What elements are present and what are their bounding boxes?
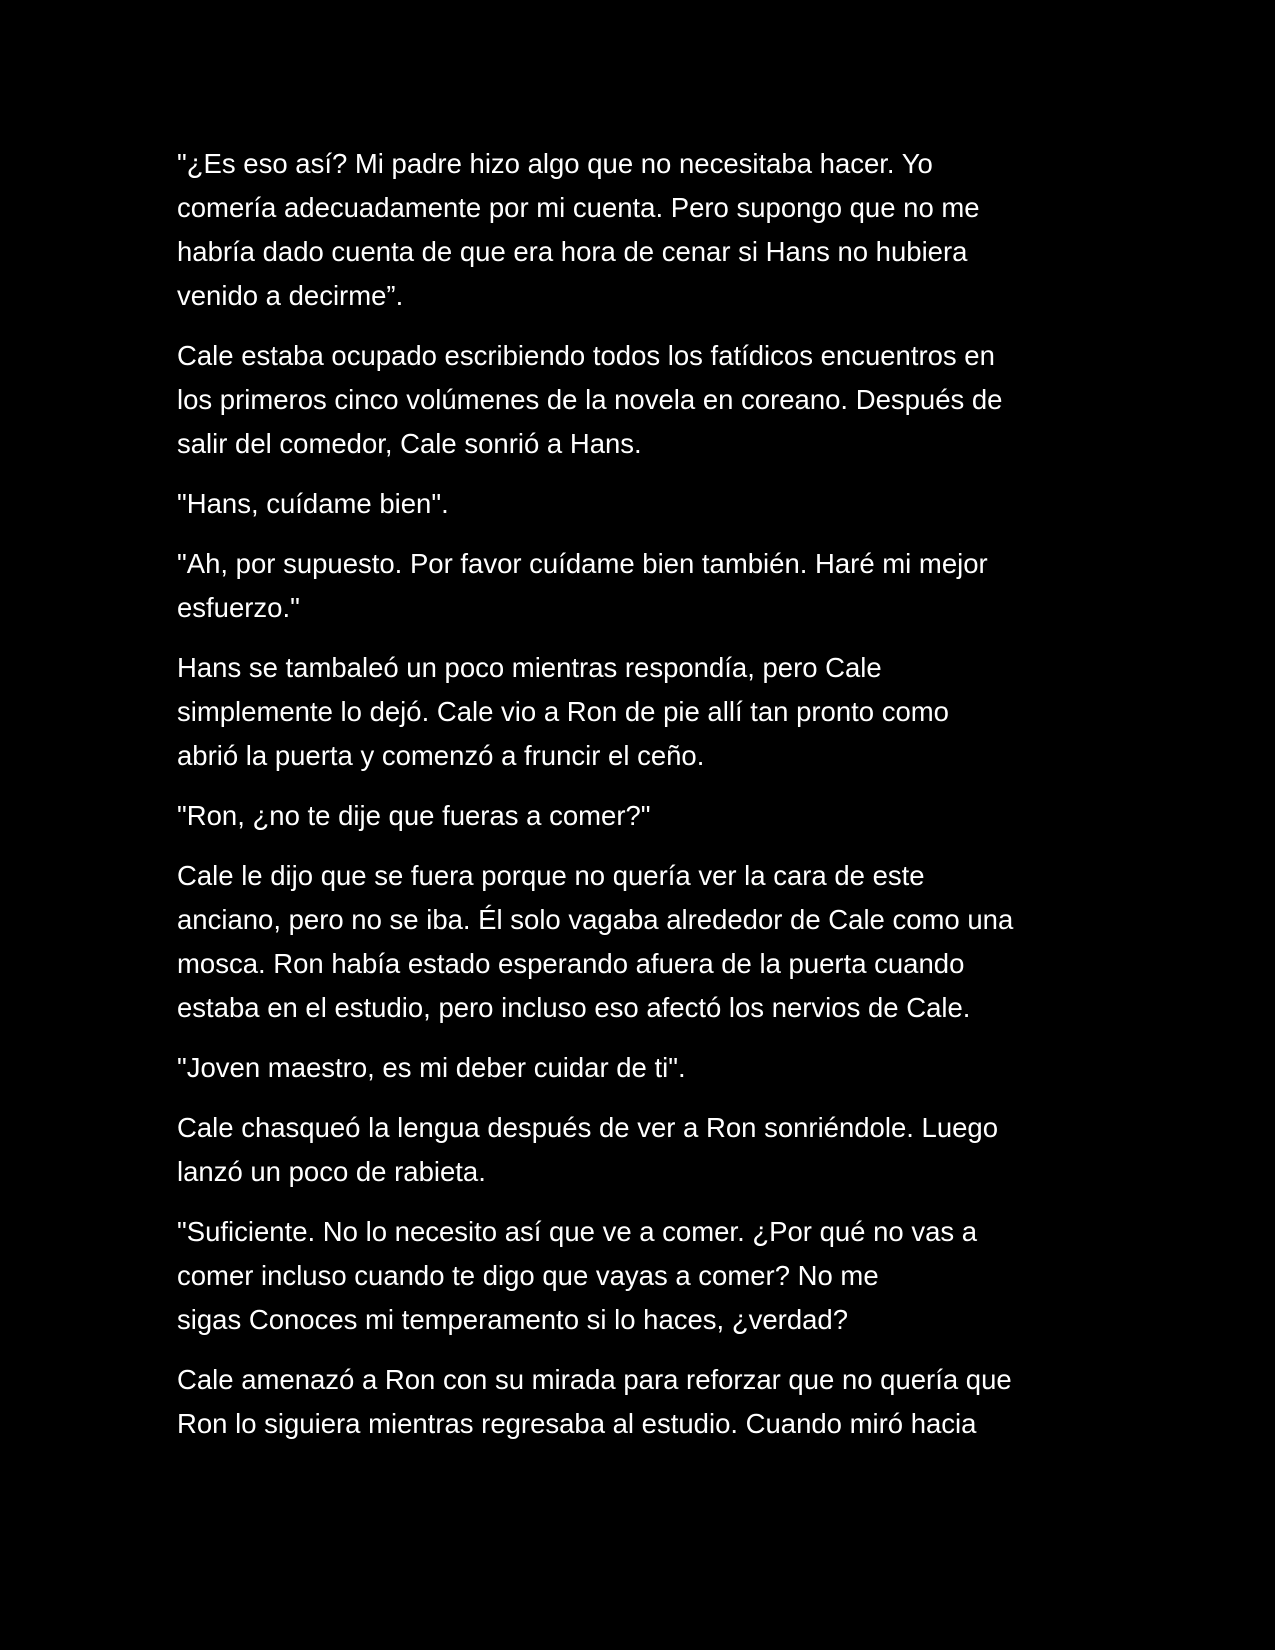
text-line: Cale chasqueó la lengua después de ver a Ron sonriéndole. Luego [177,1112,999,1143]
paragraph [177,1106,1107,1194]
paragraph [177,1210,1107,1342]
paragraph [177,142,1107,318]
text-line: abrió la puerta y comenzó a fruncir el ceño. [177,740,705,771]
text-line: Hans se tambaleó un poco mientras respondía, pero Cale [177,652,882,683]
paragraph [177,854,1107,1030]
paragraph [177,542,1107,630]
text-line: "Hans, cuídame bien". [177,488,449,519]
text-line: "¿Es eso así? Mi padre hizo algo que no necesitaba hacer. Yo [177,148,933,179]
text-line: Cale le dijo que se fuera porque no quería ver la cara de este [177,860,925,891]
text-line: "Ron, ¿no te dije que fueras a comer?" [177,800,651,831]
text-line: "Ah, por supuesto. Por favor cuídame bien también. Haré mi mejor [177,548,988,579]
text-line: esfuerzo." [177,592,300,623]
text-line: "Suficiente. No lo necesito así que ve a comer. ¿Por qué no vas a [177,1216,978,1247]
text-line: Cale amenazó a Ron con su mirada para reforzar que no quería que [177,1364,1012,1395]
text-line: Cale estaba ocupado escribiendo todos los fatídicos encuentros en [177,340,995,371]
text-line: sigas Conoces mi temperamento si lo haces, ¿verdad? [177,1304,849,1335]
text-line: comería adecuadamente por mi cuenta. Pero supongo que no me [177,192,980,223]
text-line: comer incluso cuando te digo que vayas a comer? No me [177,1260,879,1291]
text-line: venido a decirme”. [177,280,404,311]
paragraph [177,646,1107,778]
text-line: Ron lo siguiera mientras regresaba al estudio. Cuando miró hacia [177,1408,977,1439]
text-line: simplemente lo dejó. Cale vio a Ron de pie allí tan pronto como [177,696,949,727]
paragraph [177,1046,1107,1090]
paragraph [177,482,1107,526]
text-line: lanzó un poco de rabieta. [177,1156,486,1187]
text-line: "Joven maestro, es mi deber cuidar de ti". [177,1052,686,1083]
text-line: mosca. Ron había estado esperando afuera de la puerta cuando [177,948,965,979]
document-body [177,142,1107,1462]
paragraph [177,794,1107,838]
text-line: salir del comedor, Cale sonrió a Hans. [177,428,642,459]
text-line: anciano, pero no se iba. Él solo vagaba alrededor de Cale como una [177,904,1014,935]
paragraph [177,334,1107,466]
text-line: estaba en el estudio, pero incluso eso afectó los nervios de Cale. [177,992,971,1023]
text-line: habría dado cuenta de que era hora de cenar si Hans no hubiera [177,236,968,267]
text-line: los primeros cinco volúmenes de la novela en coreano. Después de [177,384,1003,415]
paragraph [177,1358,1107,1446]
